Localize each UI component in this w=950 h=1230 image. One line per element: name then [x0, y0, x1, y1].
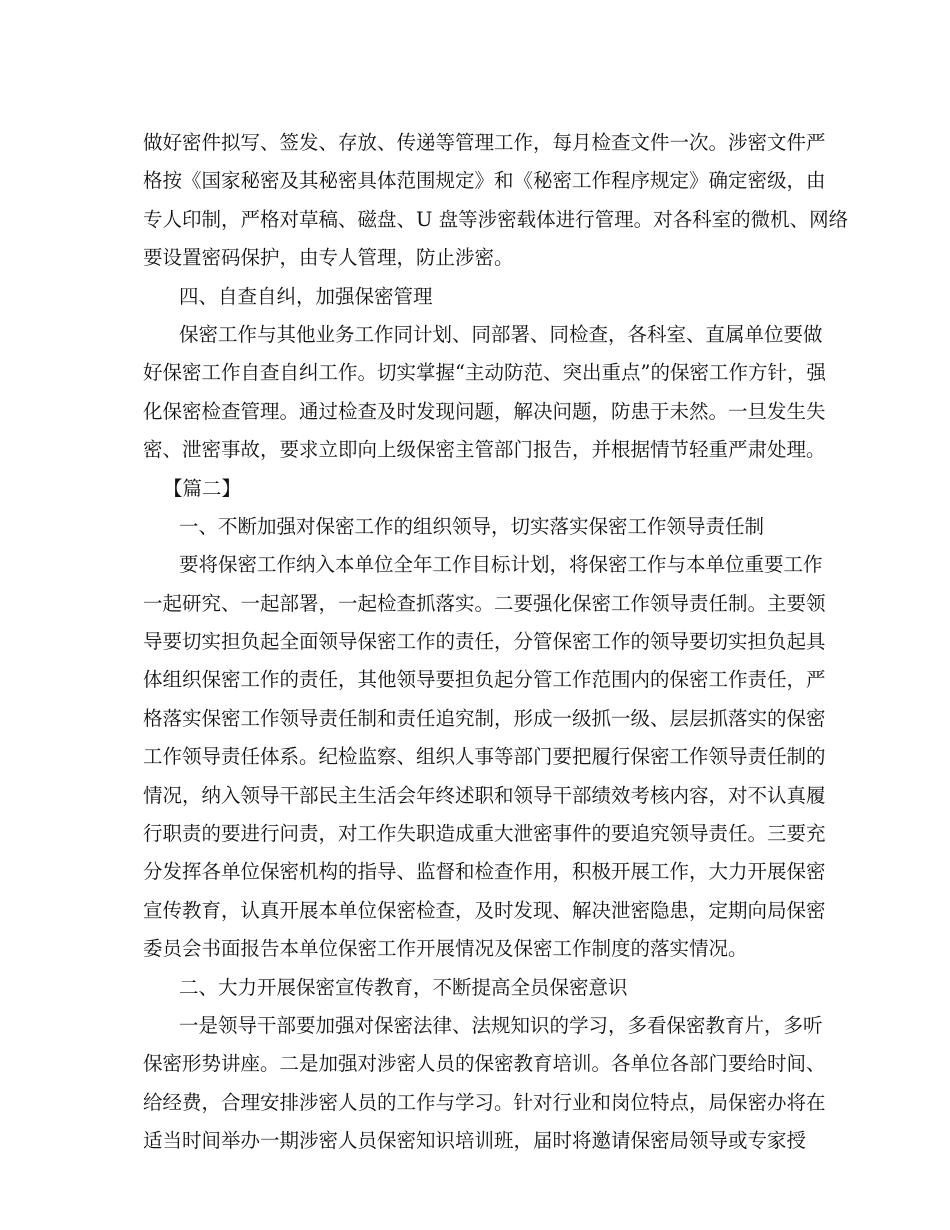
text-line: 体组织保密工作的责任，其他领导要担负起分管工作范围内的保密工作责任，严 [143, 668, 826, 692]
document-body [143, 124, 849, 1161]
text-line: 格按《国家秘密及其秘密具体范围规定》和《秘密工作程序规定》确定密级，由 [143, 169, 826, 193]
text-line: 一起研究、一起部署，一起检查抓落实。二要强化保密工作领导责任制。主要领 [143, 591, 826, 615]
text-line: 给经费，合理安排涉密人员的工作与学习。针对行业和岗位特点，局保密办将在 [143, 1090, 826, 1114]
text-line: 一、不断加强对保密工作的组织领导，切实落实保密工作领导责任制 [179, 514, 765, 538]
text-line: 适当时间举办一期涉密人员保密知识培训班，届时将邀请保密局领导或专家授 [143, 1129, 807, 1153]
text-line: 专人印制，严格对草稿、磁盘、U 盘等涉密载体进行管理。对各科室的微机、网络 [143, 207, 849, 231]
section-heading: 【篇二】 [163, 476, 242, 500]
text-line: 一是领导干部要加强对保密法律、法规知识的学习，多看保密教育片，多听 [179, 1013, 823, 1037]
text-line: 密、泄密事故，要求立即向上级保密主管部门报告，并根据情节轻重严肃处理。 [143, 438, 826, 462]
text-line: 宣传教育，认真开展本单位保密检查，及时发现、解决泄密隐患，定期向局保密 [143, 898, 826, 922]
text-line: 做好密件拟写、签发、存放、传递等管理工作，每月检查文件一次。涉密文件严 [143, 131, 826, 154]
text-line: 分发挥各单位保密机构的指导、监督和检查作用，积极开展工作，大力开展保密 [143, 860, 826, 884]
text-line: 保密形势讲座。二是加强对涉密人员的保密教育培训。各单位各部门要给时间、 [143, 1052, 826, 1076]
text-line: 要设置密码保护，由专人管理，防止涉密。 [143, 246, 514, 270]
text-line: 工作领导责任体系。纪检监察、组织人事等部门要把履行保密工作领导责任制的 [143, 745, 826, 769]
text-line: 情况，纳入领导干部民主生活会年终述职和领导干部绩效考核内容，对不认真履 [143, 783, 826, 807]
text-line: 四、自查自纠，加强保密管理 [179, 284, 433, 308]
text-line: 行职责的要进行问责，对工作失职造成重大泄密事件的要追究领导责任。三要充 [143, 822, 826, 846]
text-line: 好保密工作自查自纠工作。切实掌握“主动防范、突出重点”的保密工作方针，强 [143, 361, 826, 385]
text-line: 委员会书面报告本单位保密工作开展情况及保密工作制度的落实情况。 [143, 937, 748, 961]
text-line: 二、大力开展保密宣传教育，不断提高全员保密意识 [179, 975, 628, 999]
text-line: 保密工作与其他业务工作同计划、同部署、同检查，各科室、直属单位要做 [179, 322, 823, 346]
text-line: 要将保密工作纳入本单位全年工作目标计划，将保密工作与本单位重要工作 [179, 553, 823, 577]
text-line: 格落实保密工作领导责任制和责任追究制，形成一级抓一级、层层抓落实的保密 [143, 706, 826, 730]
text-line: 化保密检查管理。通过检查及时发现问题，解决问题，防患于未然。一旦发生失 [143, 399, 826, 423]
text-line: 导要切实担负起全面领导保密工作的责任，分管保密工作的领导要切实担负起具 [143, 630, 826, 654]
